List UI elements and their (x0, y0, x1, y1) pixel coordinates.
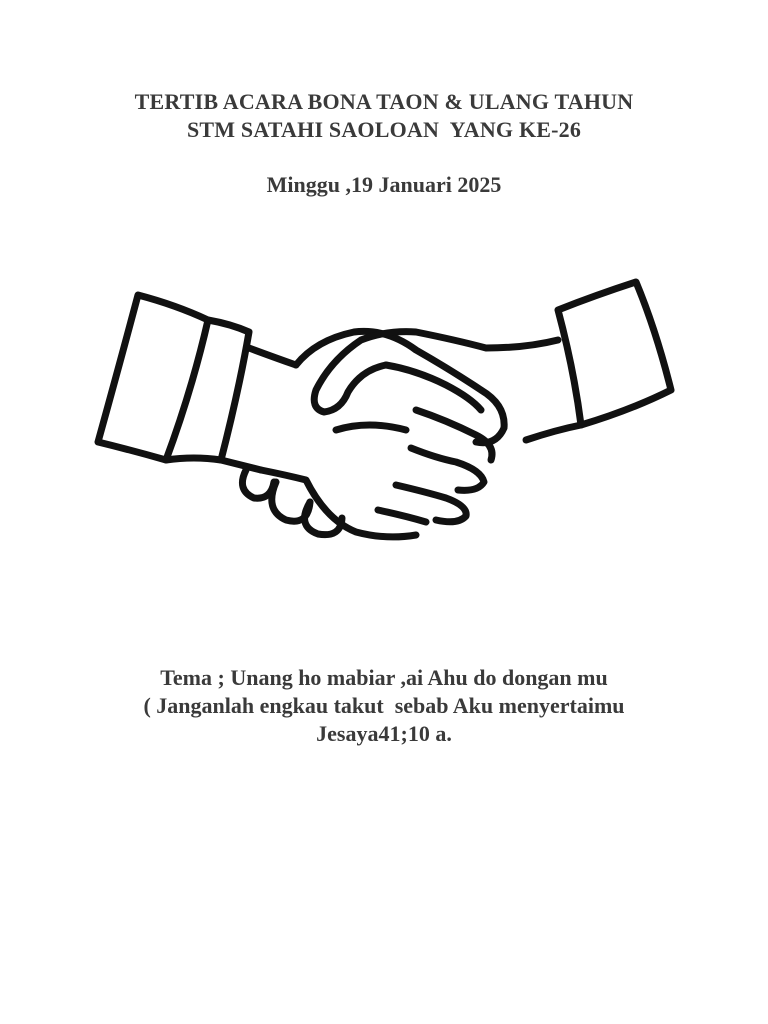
theme-line-3: Jesaya41;10 a. (316, 721, 452, 746)
theme-section (0, 664, 768, 748)
title-line-2: STM SATAHI SAOLOAN YANG KE-26 (186, 117, 582, 142)
title-line-1: TERTIB ACARA BONA TAON & ULANG TAHUN (134, 89, 634, 114)
theme-line-2: ( Janganlah engkau takut sebab Aku menyertaimu (143, 693, 625, 718)
handshake-icon (86, 270, 686, 555)
theme-line-1: Tema ; Unang ho mabiar ,ai Ahu do dongan mu (160, 665, 608, 690)
document-title (0, 88, 768, 144)
event-date: Minggu ,19 Januari 2025 (266, 172, 502, 197)
